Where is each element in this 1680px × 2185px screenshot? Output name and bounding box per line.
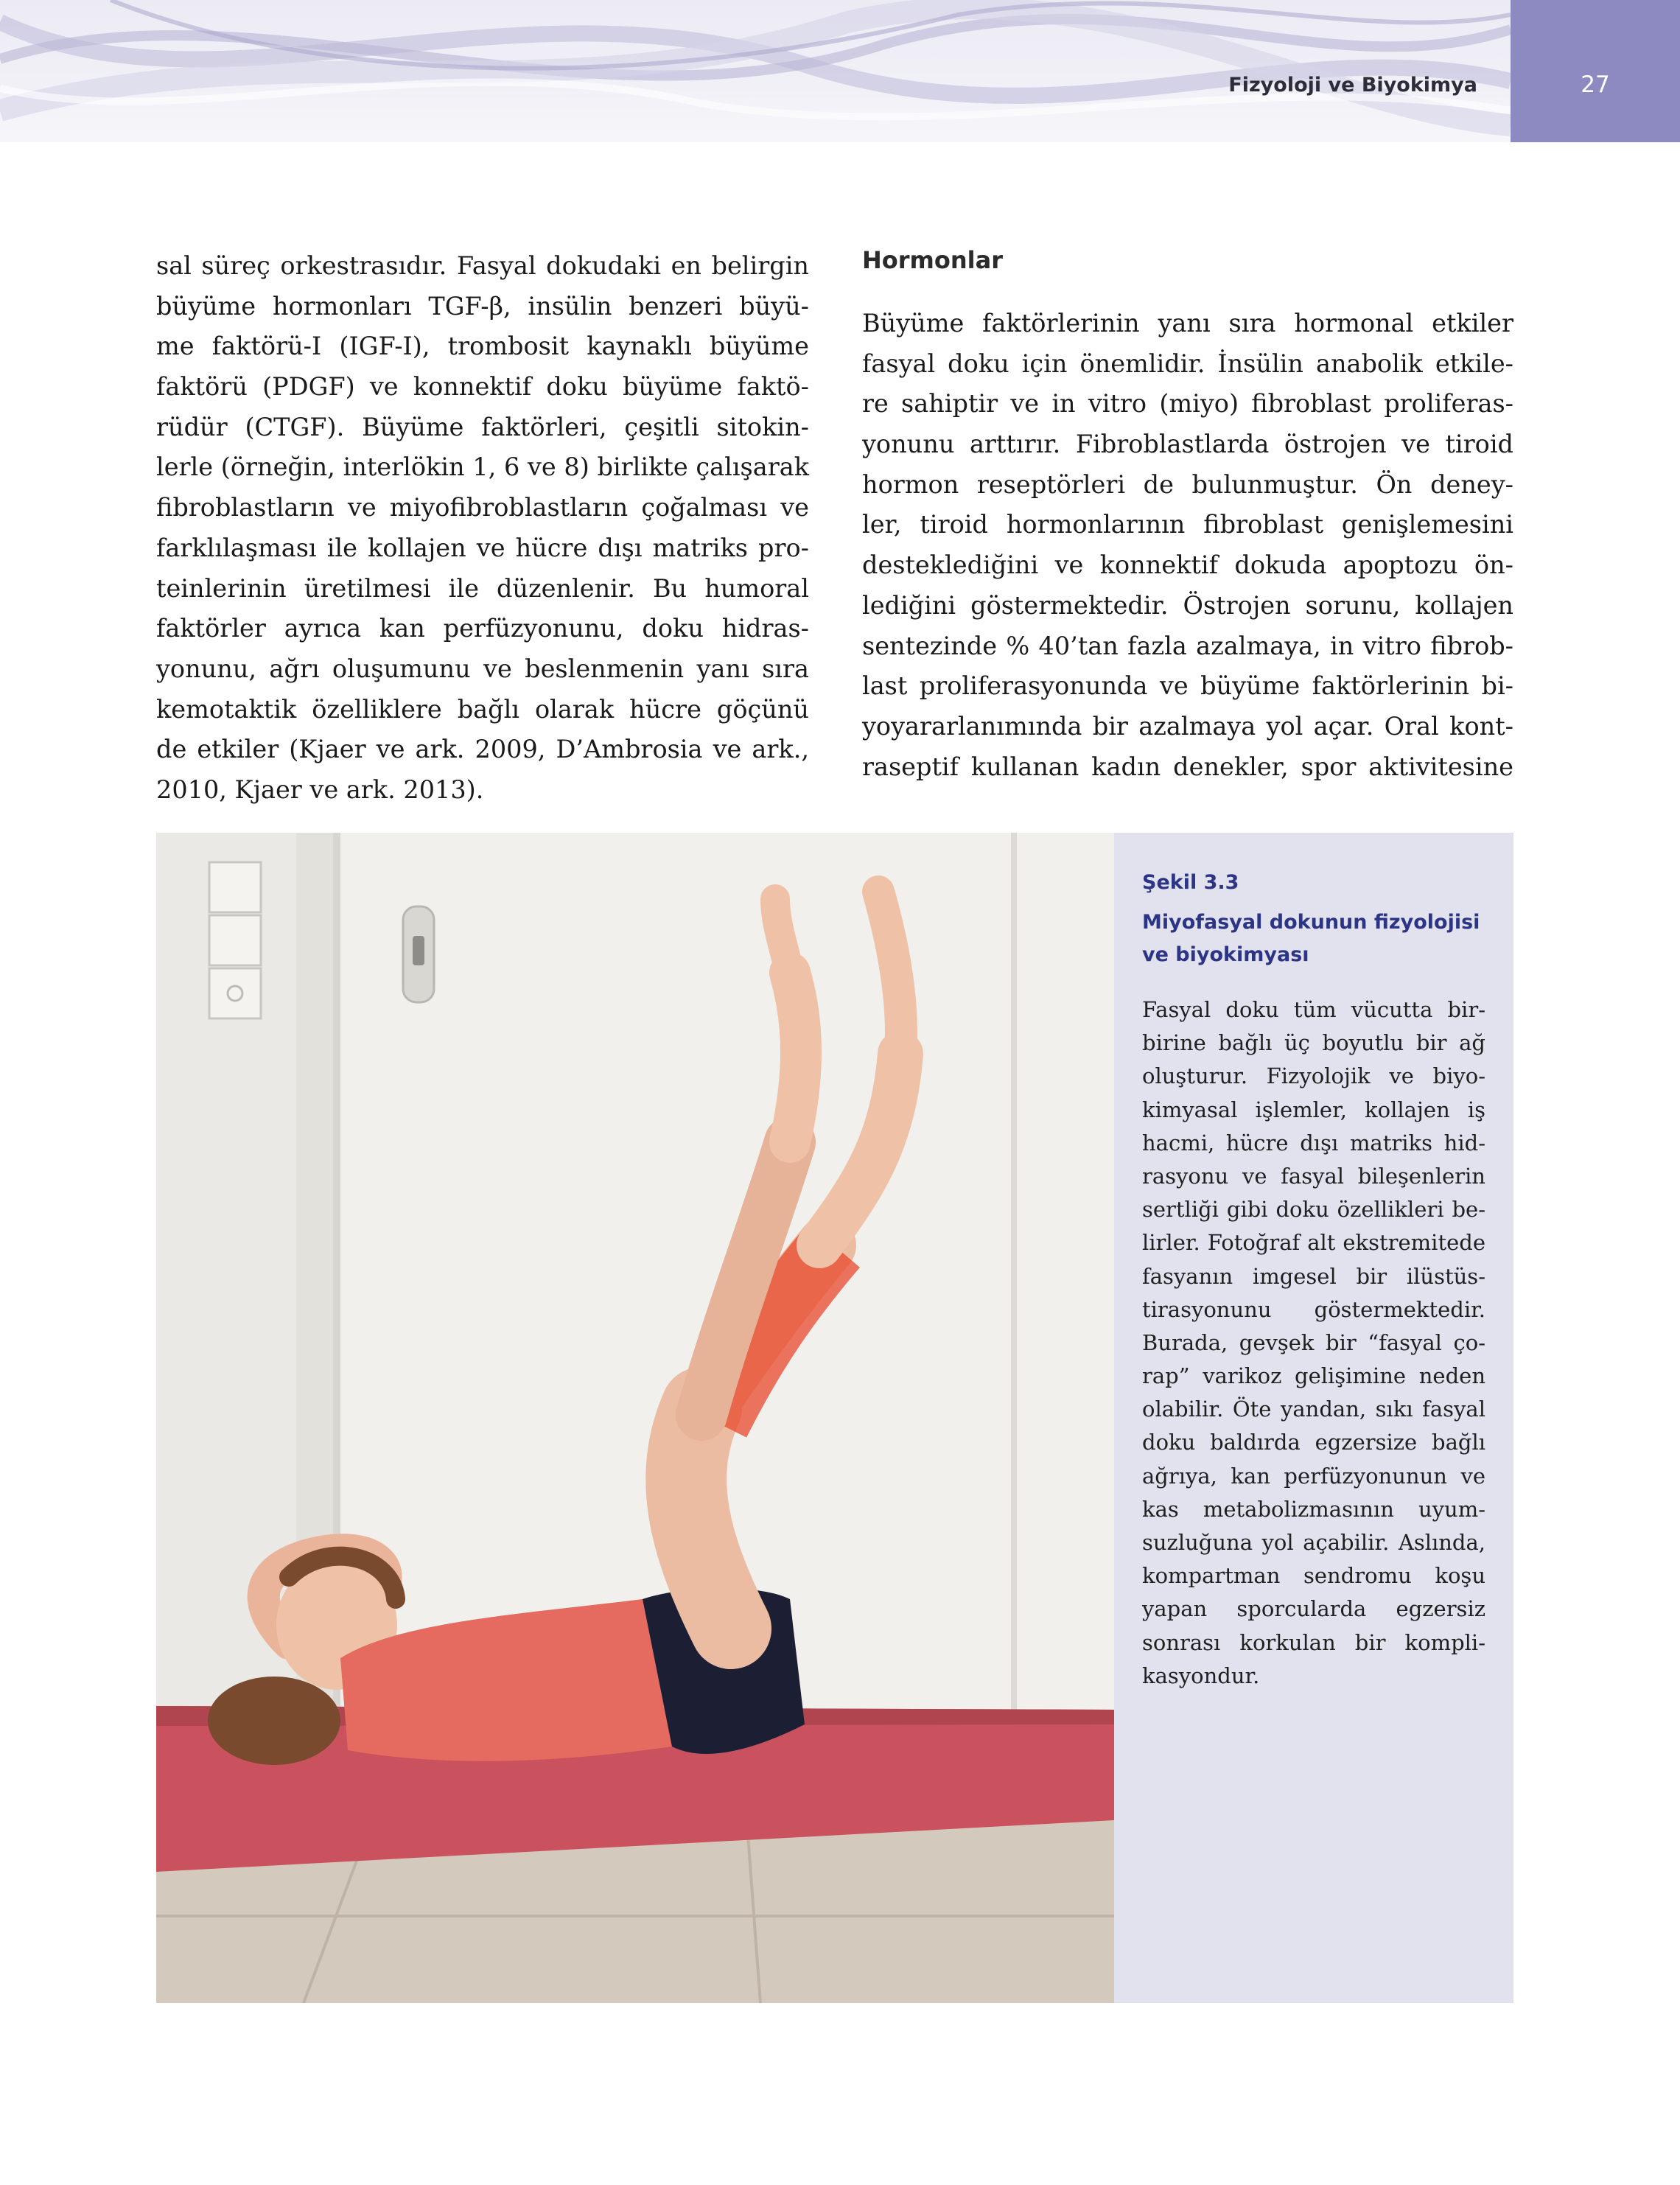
figure-title-line: ve biyokimyası [1142,943,1309,966]
caption-line: lirler. Fotoğraf alt ekstremitede [1142,1230,1485,1256]
caption-line: oluşturur. Fizyolojik ve biyo- [1142,1063,1485,1089]
caption-line: Burada, gevşek bir “fasyal ço- [1142,1329,1485,1355]
running-title: Fizyoloji ve Biyokimya [1228,74,1477,97]
text-line: sentezinde % 40’tan fazla azalmaya, in vitro fibrob- [862,631,1513,660]
caption-line: doku baldırda egzersize bağlı [1142,1430,1485,1455]
left-text-column [156,246,809,811]
text-line: faktörler ayrıca kan perfüzyonunu, doku hidras- [156,614,809,643]
text-line: fasyal doku için önemlidir. İnsülin anabolik etkile- [862,349,1513,378]
caption-line: birine bağlı üç boyutlu bir ağ [1142,1030,1485,1056]
exercise-photo-icon [156,833,1114,2003]
caption-line: kimyasal işlemler, kollajen iş [1142,1097,1485,1122]
caption-line: kasyondur. [1142,1663,1260,1688]
figure-title-line: Miyofasyal dokunun fizyolojisi [1142,911,1480,934]
text-line: lediğini göstermektedir. Östrojen sorunu, kollajen [862,590,1513,620]
text-line: 2010, Kjaer ve ark. 2013). [156,775,484,804]
text-line: re sahiptir ve in vitro (miyo) fibroblast proliferas- [862,389,1513,419]
caption-line: olabilir. Öte yandan, sıkı fasyal [1142,1396,1485,1422]
text-line: yonunu arttırır. Fibroblastlarda östrojen ve tiroid [862,430,1513,459]
caption-line: tirasyonunu göstermektedir. [1142,1296,1485,1322]
caption-line: kompartman sendromu koşu [1142,1563,1485,1589]
figure-title [1142,906,1485,971]
text-line: de etkiler (Kjaer ve ark. 2009, D’Ambrosia ve ark., [156,735,809,764]
text-line: sal süreç orkestrasıdır. Fasyal dokudaki en belirgin [156,251,809,280]
text-line: büyüme hormonları TGF-β, insülin benzeri büyü- [156,291,809,321]
figure-caption-text [1142,993,1485,1693]
text-line: yonunu, ağrı oluşumunu ve beslenmenin yanı sıra [156,654,809,683]
figure-caption [1114,833,1513,2003]
header-decoration [0,0,1511,142]
caption-line: sonrası korkulan bir kompli- [1142,1629,1485,1655]
caption-line: yapan sporcularda egzersiz [1142,1596,1485,1622]
caption-line: suzluğuna yol açabilir. Aslında, [1142,1530,1485,1555]
caption-line: kas metabolizmasının uyum- [1142,1496,1485,1522]
figure-photo [156,833,1114,2003]
caption-line: rap” varikoz gelişimine neden [1142,1363,1485,1389]
right-text-column [862,304,1513,787]
text-line: rüdür (CTGF). Büyüme faktörleri, çeşitli sitokin- [156,412,809,441]
text-line: lerle (örneğin, interlökin 1, 6 ve 8) birlikte çalışarak [156,452,809,482]
text-line: teinlerinin üretilmesi ile düzenlenir. Bu humoral [156,573,809,603]
text-line: farklılaşması ile kollajen ve hücre dışı matriks pro- [156,533,809,562]
wave-decoration [0,0,1511,142]
caption-line: Fasyal doku tüm vücutta bir- [1142,997,1485,1022]
caption-line: sertliği gibi doku özellikleri be- [1142,1197,1485,1223]
caption-line: hacmi, hücre dışı matriks hid- [1142,1130,1485,1156]
section-heading: Hormonlar [862,246,1003,274]
text-line: faktörü (PDGF) ve konnektif doku büyüme faktö- [156,372,809,402]
text-line: fibroblastların ve miyofibroblastların çoğalması ve [156,493,809,522]
caption-line: rasyonu ve fasyal bileşenlerin [1142,1163,1485,1189]
text-line: Büyüme faktörlerinin yanı sıra hormonal etkiler [862,309,1513,338]
figure-label: Şekil 3.3 [1142,871,1239,894]
page-number: 27 [1581,71,1610,98]
text-line: ler, tiroid hormonlarının fibroblast genişlemesini [862,510,1513,539]
text-line: kemotaktik özelliklere bağlı olarak hücre göçünü [156,694,809,724]
text-line: raseptif kullanan kadın denekler, spor aktivitesine [862,752,1513,781]
caption-line: fasyanın imgesel bir ilüstüs- [1142,1263,1485,1289]
text-line: last proliferasyonunda ve büyüme faktörlerinin bi- [862,671,1513,701]
text-line: me faktörü-I (IGF-I), trombosit kaynaklı büyüme [156,332,809,361]
caption-line: ağrıya, kan perfüzyonunun ve [1142,1463,1485,1489]
text-line: yoyararlanımında bir azalmaya yol açar. Oral kont- [862,711,1513,741]
text-line: desteklediğini ve konnektif dokuda apoptozu ön- [862,550,1513,580]
text-line: hormon reseptörleri de bulunmuştur. Ön deney- [862,469,1513,499]
